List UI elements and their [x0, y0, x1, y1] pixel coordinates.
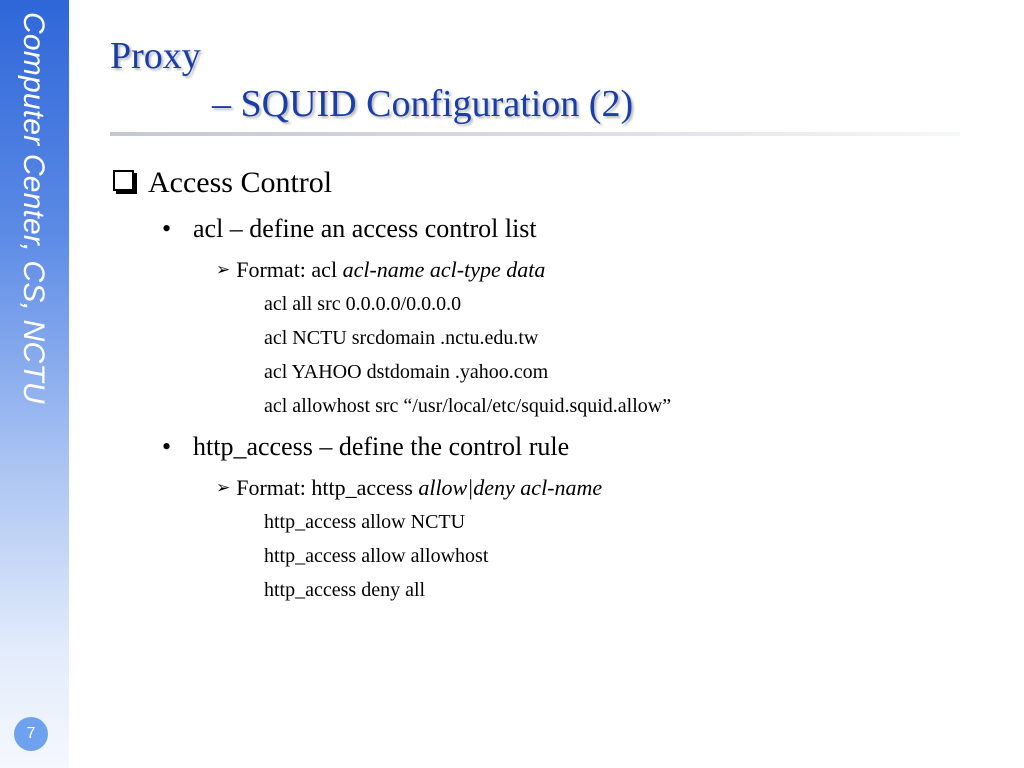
- checkbox-bullet-icon: [113, 170, 134, 191]
- http-access-format: [216, 475, 602, 501]
- sidebar-label: Computer Center, CS, NCTU: [17, 12, 50, 404]
- acl-example: acl NCTU srcdomain .nctu.edu.tw: [264, 327, 539, 349]
- page-number-badge: 7: [14, 717, 48, 751]
- acl-format-prefix: Format: acl: [236, 257, 343, 282]
- http-access-format-args: allow|deny acl-name: [418, 475, 603, 500]
- http-access-format-prefix: Format: http_access: [236, 475, 419, 500]
- http-access-example: http_access allow NCTU: [264, 511, 466, 533]
- acl-example: acl allowhost src “/usr/local/etc/squid.squid.allow”: [264, 395, 672, 417]
- bullet-acl: [162, 214, 537, 244]
- arrow-bullet-icon: ➢: [216, 260, 231, 279]
- section-heading: [113, 166, 332, 200]
- acl-format: [216, 257, 545, 283]
- title-divider: [110, 132, 960, 136]
- http-access-example: http_access allow allowhost: [264, 545, 489, 567]
- acl-format-args: acl-name acl-type data: [342, 257, 546, 282]
- section-heading-text: Access Control: [148, 166, 333, 199]
- sidebar-band: [0, 0, 69, 768]
- bullet-dot-icon: •: [162, 432, 172, 461]
- bullet-acl-text: acl – define an access control list: [193, 214, 537, 243]
- acl-example: acl all src 0.0.0.0/0.0.0.0: [264, 293, 462, 315]
- bullet-http-access-text: http_access – define the control rule: [193, 432, 570, 461]
- bullet-dot-icon: •: [162, 214, 172, 243]
- title-line-2: – SQUID Configuration (2): [212, 83, 634, 125]
- title-line-1: Proxy: [110, 35, 201, 77]
- slide-title: [110, 32, 633, 128]
- acl-example: acl YAHOO dstdomain .yahoo.com: [264, 361, 549, 383]
- bullet-http-access: [162, 432, 569, 462]
- arrow-bullet-icon: ➢: [216, 478, 231, 497]
- http-access-example: http_access deny all: [264, 579, 426, 601]
